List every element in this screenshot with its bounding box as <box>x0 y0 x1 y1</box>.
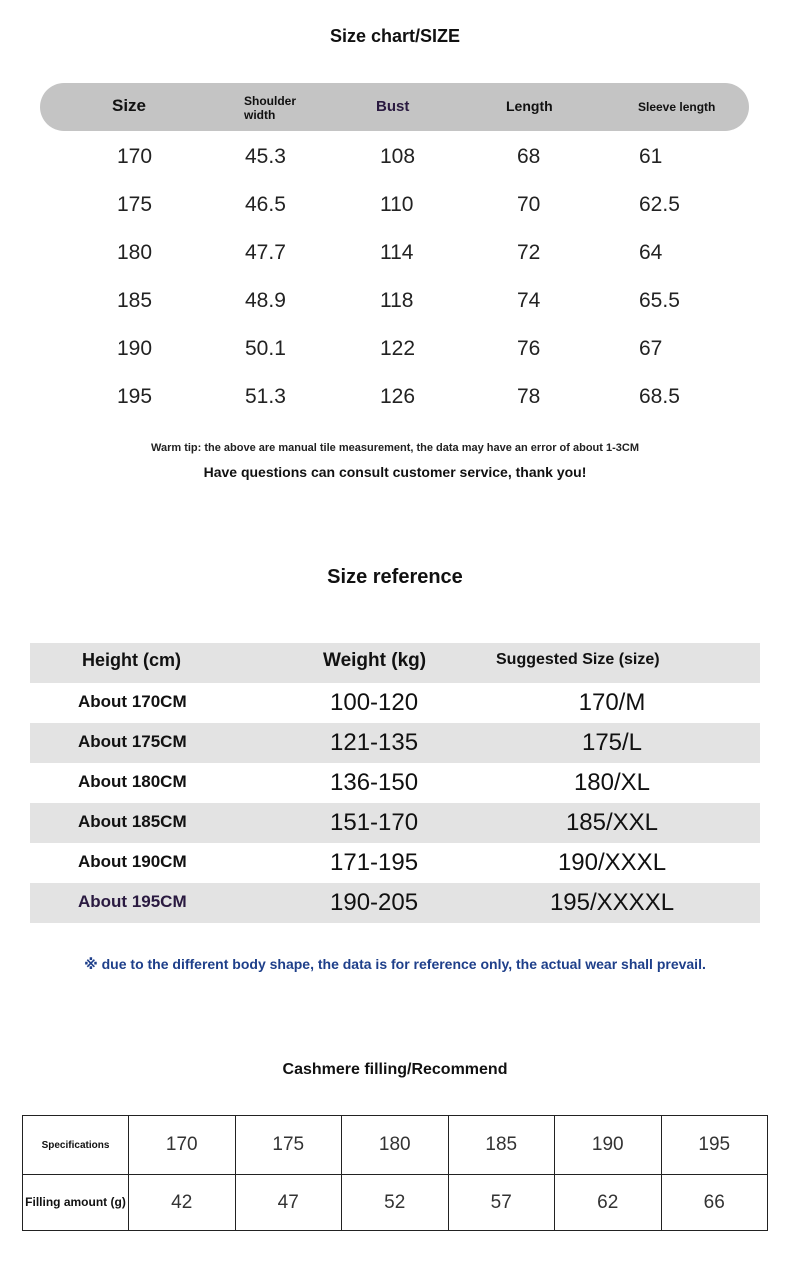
amount-cell: 62 <box>555 1175 662 1231</box>
cell-bust: 108 <box>380 145 416 168</box>
cell-length: 70 <box>517 193 541 216</box>
cell-height: About 180CM <box>78 772 187 791</box>
cell-bust: 110 <box>380 193 414 216</box>
cell-weight: 136-150 <box>330 769 419 796</box>
cell-shoulder: 47.7 <box>245 241 286 264</box>
cell-sleeve: 68.5 <box>639 385 680 408</box>
spec-cell: 190 <box>555 1116 662 1175</box>
cell-weight: 171-195 <box>330 849 419 876</box>
filling-title: Cashmere filling/Recommend <box>282 1061 508 1078</box>
spec-cell: 195 <box>661 1116 768 1175</box>
measurement-tip: Warm tip: the above are manual tile measurement, the data may have an error of about 1-3CM <box>150 442 639 454</box>
header-height: Height (cm) <box>82 650 181 670</box>
cell-suggested-size: 175/L <box>581 729 643 756</box>
size-reference-header-row <box>30 643 760 683</box>
cell-size: 180 <box>117 241 153 264</box>
size-chart-row <box>0 145 790 193</box>
cell-size: 195 <box>117 385 153 408</box>
cell-length: 76 <box>517 337 541 360</box>
header-length: Length <box>506 98 553 114</box>
cell-shoulder: 50.1 <box>245 337 286 360</box>
cell-bust: 114 <box>380 241 414 264</box>
cell-length: 68 <box>517 145 541 168</box>
header-size: Size <box>112 96 147 115</box>
amount-cell: 52 <box>342 1175 449 1231</box>
amount-label: Filling amount (g) <box>23 1175 129 1231</box>
size-reference-row <box>30 723 760 763</box>
spec-cell: 185 <box>448 1116 555 1175</box>
customer-service-note: Have questions can consult customer service, thank you! <box>203 464 587 480</box>
size-reference-row <box>30 683 760 723</box>
cell-length: 72 <box>517 241 541 264</box>
size-chart-row <box>0 241 790 289</box>
spec-cell: 175 <box>235 1116 342 1175</box>
filling-amount-row <box>23 1175 768 1231</box>
size-chart-row <box>0 289 790 337</box>
cell-sleeve: 67 <box>639 337 663 360</box>
size-reference-row <box>30 843 760 883</box>
size-reference-row <box>30 883 760 923</box>
cell-length: 74 <box>517 289 541 312</box>
cell-suggested-size: 180/XL <box>573 769 651 796</box>
cell-bust: 118 <box>380 289 414 312</box>
amount-cell: 57 <box>448 1175 555 1231</box>
header-weight: Weight (kg) <box>323 650 427 671</box>
header-suggested-size: Suggested Size (size) <box>496 651 660 668</box>
size-chart-title: Size chart/SIZE <box>329 26 461 46</box>
cell-size: 190 <box>117 337 153 360</box>
cell-shoulder: 46.5 <box>245 193 286 216</box>
size-chart-row <box>0 337 790 385</box>
cell-sleeve: 64 <box>639 241 663 264</box>
cell-height: About 190CM <box>78 852 187 871</box>
cell-suggested-size: 170/M <box>578 689 646 716</box>
cell-weight: 190-205 <box>330 889 419 916</box>
spec-cell: 180 <box>342 1116 449 1175</box>
size-chart-row <box>0 385 790 433</box>
cell-sleeve: 62.5 <box>639 193 680 216</box>
amount-cell: 47 <box>235 1175 342 1231</box>
cell-height: About 195CM <box>78 892 187 911</box>
cell-sleeve: 61 <box>639 145 663 168</box>
spec-label: Specifications <box>23 1116 129 1175</box>
cell-size: 175 <box>117 193 153 216</box>
cell-shoulder: 51.3 <box>245 385 286 408</box>
size-chart-row <box>0 193 790 241</box>
header-sleeve-length: Sleeve length <box>638 100 716 114</box>
cell-size: 170 <box>117 145 153 168</box>
header-bust: Bust <box>376 98 410 115</box>
cell-weight: 121-135 <box>330 729 419 756</box>
cell-height: About 175CM <box>78 732 187 751</box>
cell-length: 78 <box>517 385 541 408</box>
amount-cell: 66 <box>661 1175 768 1231</box>
cell-height: About 170CM <box>78 692 187 711</box>
cell-suggested-size: 195/XXXXL <box>549 889 675 916</box>
filling-table <box>22 1115 768 1231</box>
cell-suggested-size: 185/XXL <box>565 809 659 836</box>
cell-suggested-size: 190/XXXL <box>557 849 667 876</box>
cell-bust: 122 <box>380 337 416 360</box>
size-reference-row <box>30 763 760 803</box>
filling-spec-row <box>23 1116 768 1175</box>
spec-cell: 170 <box>129 1116 236 1175</box>
cell-size: 185 <box>117 289 153 312</box>
cell-weight: 151-170 <box>330 809 419 836</box>
size-reference-title: Size reference <box>327 566 463 588</box>
size-reference-row <box>30 803 760 843</box>
amount-cell: 42 <box>129 1175 236 1231</box>
reference-disclaimer: ※ due to the different body shape, the data is for reference only, the actual wear shall prevail. <box>84 956 706 972</box>
header-shoulder-width: Shoulder width <box>244 94 297 122</box>
cell-sleeve: 65.5 <box>639 289 680 312</box>
cell-bust: 126 <box>380 385 416 408</box>
cell-height: About 185CM <box>78 812 187 831</box>
cell-shoulder: 45.3 <box>245 145 286 168</box>
cell-shoulder: 48.9 <box>245 289 286 312</box>
cell-weight: 100-120 <box>330 689 419 716</box>
